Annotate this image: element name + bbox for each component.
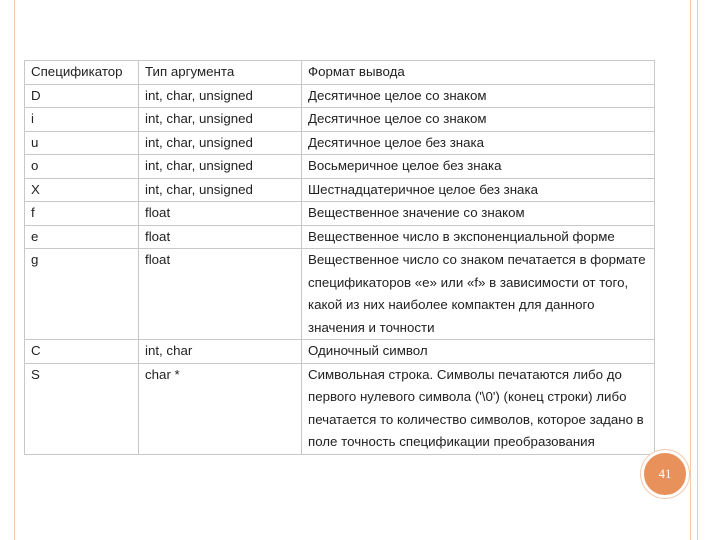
- header-specifier: Спецификатор: [25, 61, 139, 85]
- argument-type-cell: int, char, unsigned: [139, 178, 302, 202]
- output-format-cell: Десятичное целое со знаком: [302, 108, 655, 132]
- specifier-cell: o: [25, 155, 139, 179]
- output-format-cell: Десятичное целое со знаком: [302, 84, 655, 108]
- argument-type-cell: float: [139, 225, 302, 249]
- argument-type-cell: int, char, unsigned: [139, 84, 302, 108]
- left-frame-line: [14, 0, 15, 540]
- table-row: [25, 225, 655, 249]
- table-row: [25, 340, 655, 364]
- table-row: [25, 202, 655, 226]
- argument-type-cell: float: [139, 249, 302, 340]
- output-format-cell: Вещественное значение со знаком: [302, 202, 655, 226]
- argument-type-cell: char *: [139, 363, 302, 454]
- specifier-cell: C: [25, 340, 139, 364]
- table-row: [25, 108, 655, 132]
- output-format-cell: Вещественное число в экспоненциальной форме: [302, 225, 655, 249]
- header-output-format: Формат вывода: [302, 61, 655, 85]
- specifier-cell: i: [25, 108, 139, 132]
- table-row: [25, 363, 655, 454]
- table-row: [25, 178, 655, 202]
- output-format-cell: Вещественное число со знаком печатается в формате спецификаторов «е» или «f» в зависимости от того, какой из них наиболее компактен для данного значения и точности: [302, 249, 655, 340]
- header-argument-type: Тип аргумента: [139, 61, 302, 85]
- specifier-cell: g: [25, 249, 139, 340]
- specifier-cell: S: [25, 363, 139, 454]
- page-number-badge: 41: [641, 450, 689, 498]
- right-frame-line-outer: [697, 0, 698, 540]
- argument-type-cell: float: [139, 202, 302, 226]
- argument-type-cell: int, char, unsigned: [139, 131, 302, 155]
- specifier-cell: X: [25, 178, 139, 202]
- table-row: [25, 84, 655, 108]
- output-format-cell: Восьмеричное целое без знака: [302, 155, 655, 179]
- specifier-cell: u: [25, 131, 139, 155]
- argument-type-cell: int, char, unsigned: [139, 108, 302, 132]
- table-header-row: [25, 61, 655, 85]
- output-format-cell: Одиночный символ: [302, 340, 655, 364]
- argument-type-cell: int, char, unsigned: [139, 155, 302, 179]
- output-format-cell: Десятичное целое без знака: [302, 131, 655, 155]
- table-row: [25, 249, 655, 340]
- specifier-cell: e: [25, 225, 139, 249]
- specifier-cell: D: [25, 84, 139, 108]
- specifier-cell: f: [25, 202, 139, 226]
- format-specifier-table: [24, 60, 655, 455]
- output-format-cell: Символьная строка. Символы печатаются либо до первого нулевого символа ('\0') (конец строки) либо печатается то количество символов, которое задано в поле точность спецификации преобразования: [302, 363, 655, 454]
- table-row: [25, 155, 655, 179]
- table-row: [25, 131, 655, 155]
- right-frame-line: [690, 0, 691, 540]
- output-format-cell: Шестнадцатеричное целое без знака: [302, 178, 655, 202]
- argument-type-cell: int, char: [139, 340, 302, 364]
